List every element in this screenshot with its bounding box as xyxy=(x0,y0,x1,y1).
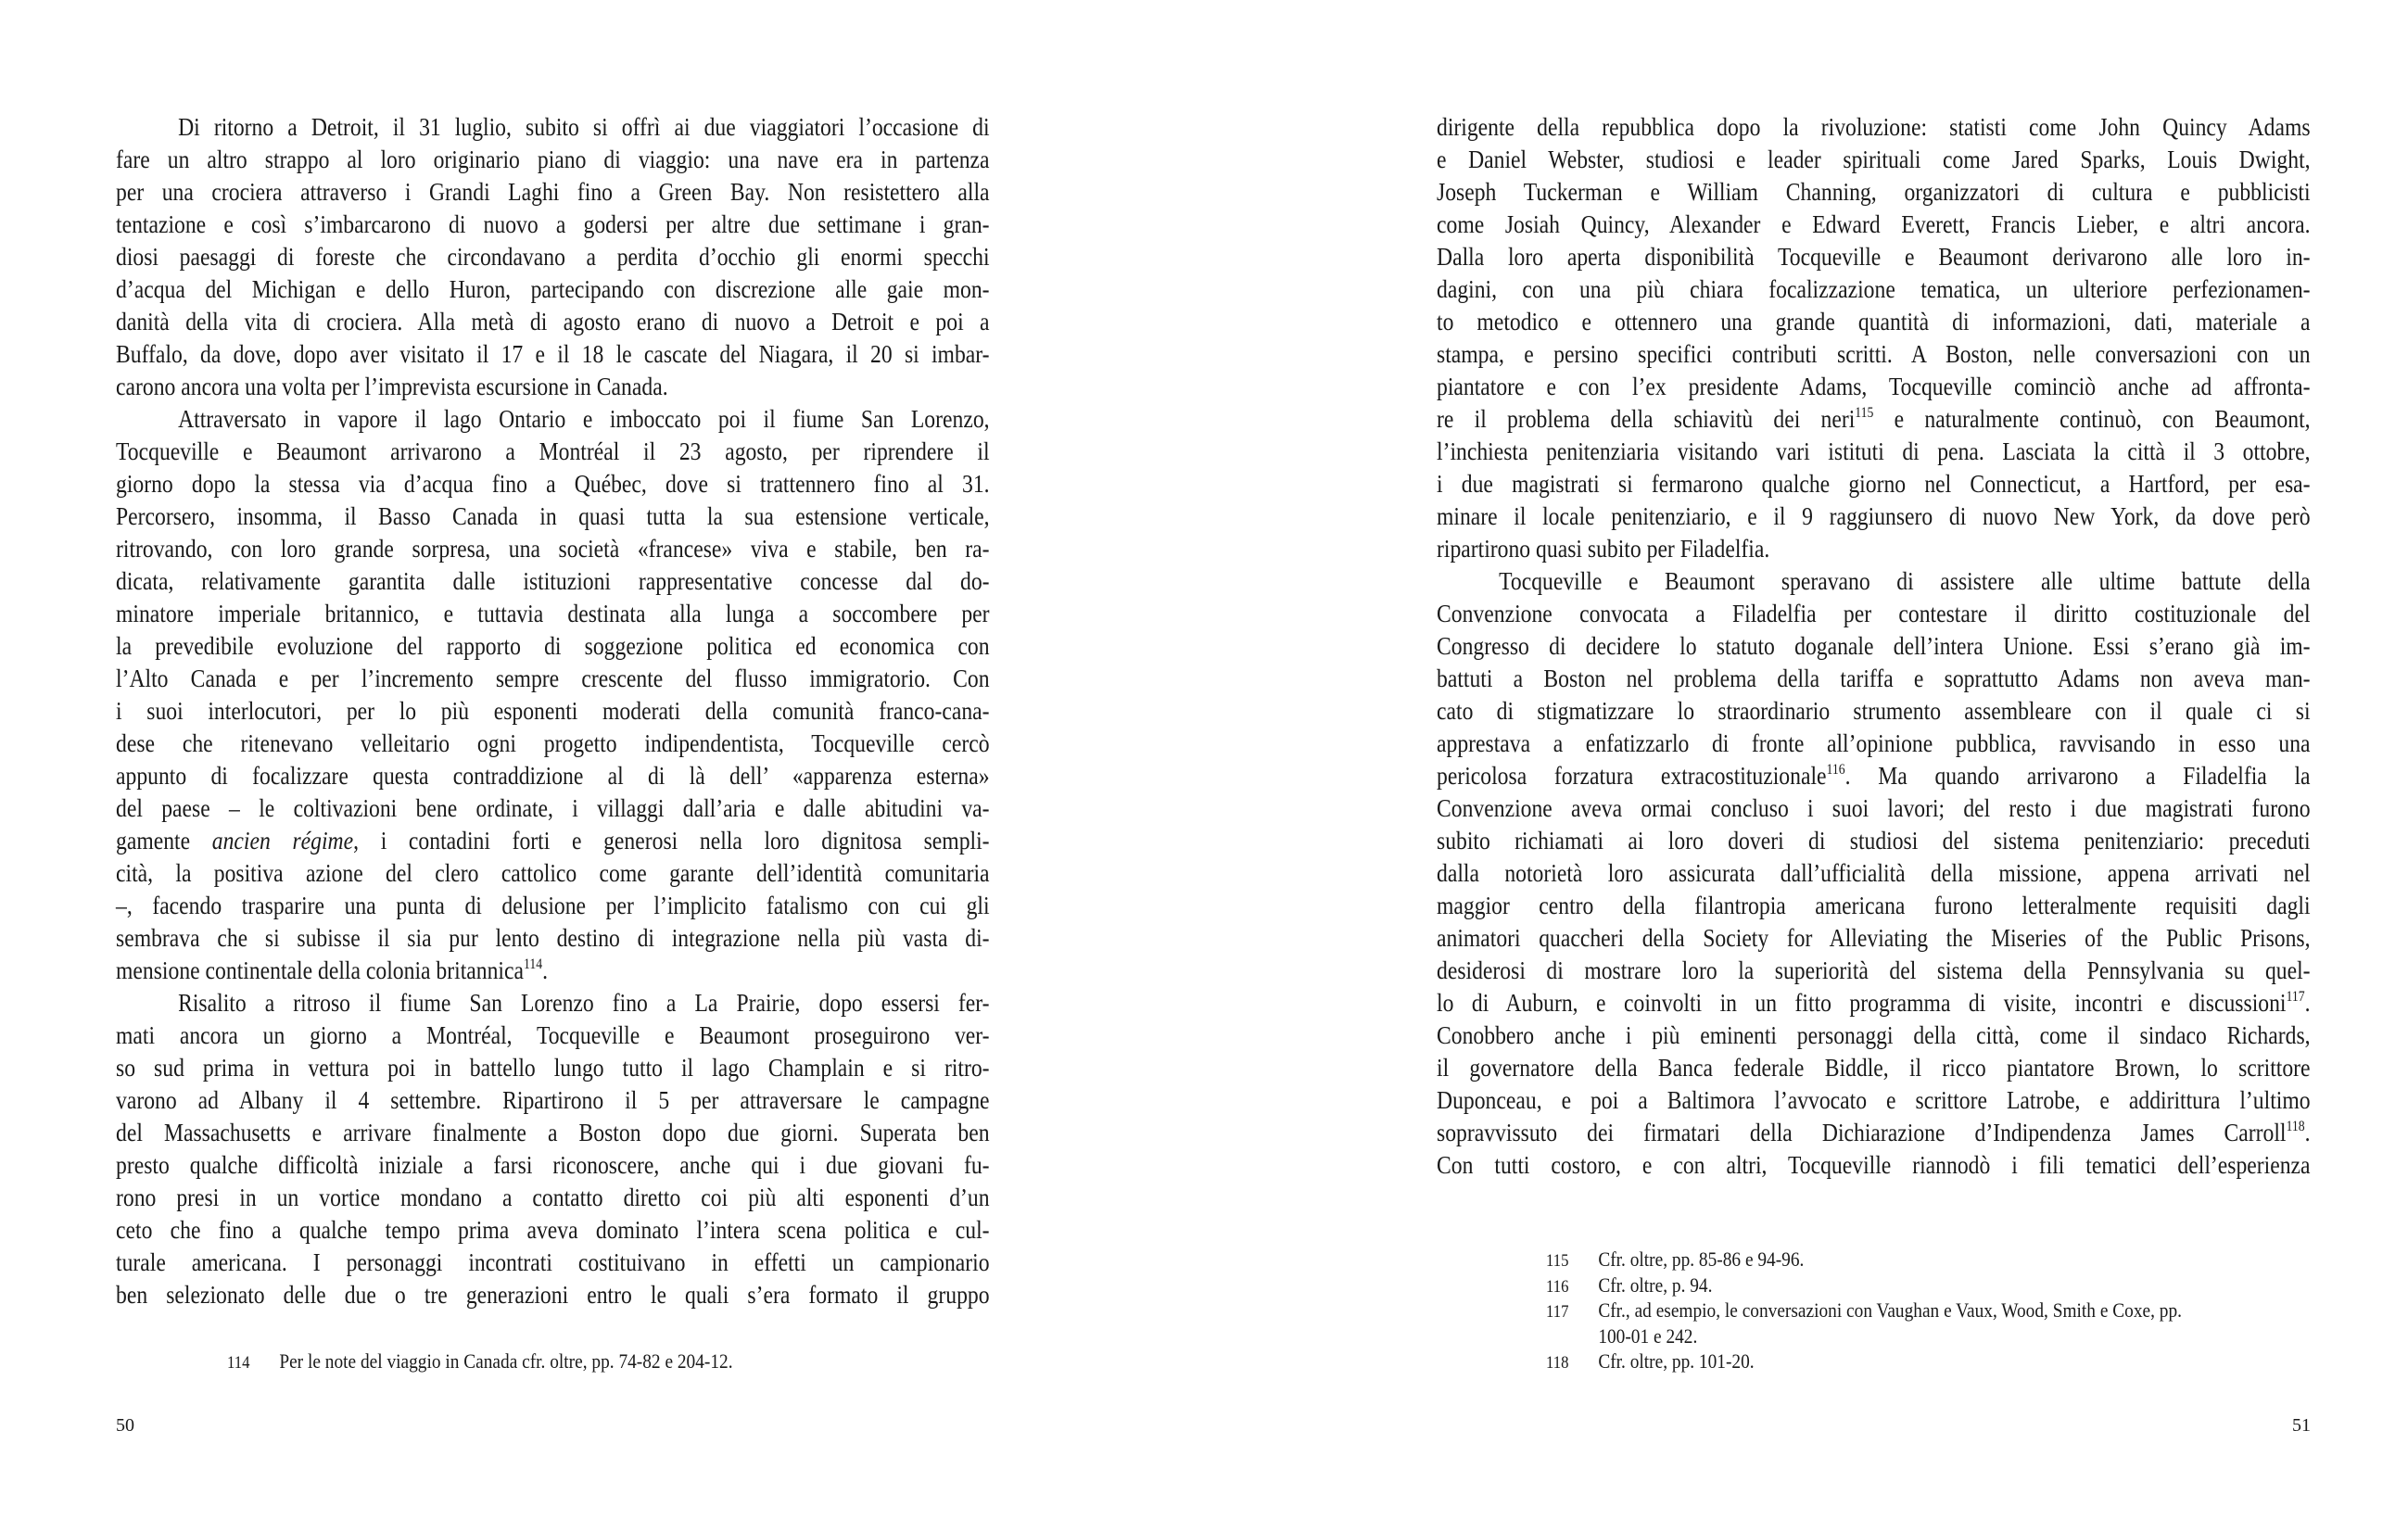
text-line-content: so sud prima in vettura poi in battello lungo tutto il lago Champlain e si ritro- xyxy=(116,1053,990,1082)
text-line-content: Percorsero, insomma, il Basso Canada in quasi tutta la sua estensione verticale, xyxy=(116,501,990,530)
text-line xyxy=(1437,500,2311,532)
text-line xyxy=(116,1051,990,1083)
italic-text: ancien régime xyxy=(211,826,354,855)
footnote-number: 114 xyxy=(227,1353,250,1373)
footnote-text: Cfr. oltre, p. 94. xyxy=(1598,1272,1713,1297)
text-line xyxy=(116,954,990,986)
text-line-content: dalla notorietà loro assicurata dall’ufficialità della missione, appena arrivati nel xyxy=(1437,858,2311,887)
text-line xyxy=(116,337,990,370)
text-line-content: del Massachusetts e arrivare finalmente a Boston dopo due giorni. Superata ben xyxy=(116,1118,990,1146)
text-line-content: Convenzione aveva ormai concluso i suoi lavori; del resto i due magistrati furono xyxy=(1437,793,2311,822)
text-line xyxy=(1437,435,2311,467)
text-line xyxy=(116,564,990,597)
text-line-content: Convenzione convocata a Filadelfia per contestare il diritto costituzionale del xyxy=(1437,599,2311,627)
text-segment: lo di Auburn, e coinvolti in un fitto programma di visite, incontri e discussioni xyxy=(1437,988,2287,1017)
text-line-content: sembrava che si subisse il sia pur lento destino di integrazione nella più vasta di- xyxy=(116,923,990,952)
text-line xyxy=(116,1083,990,1116)
text-line xyxy=(1437,629,2311,662)
text-line-content: Congresso di decidere lo statuto doganale dell’intera Unione. Essi s’erano già im- xyxy=(1437,631,2311,660)
text-line-content: Con tutti costoro, e con altri, Tocqueville riannodò i fili tematici dell’esperienza xyxy=(1437,1150,2311,1179)
right-page-body xyxy=(1437,110,2311,1181)
text-line-content: minatore imperiale britannico, e tuttavia destinata alla lunga a soccombere per xyxy=(116,599,990,627)
paragraph xyxy=(1437,564,2311,1181)
text-line-content: d’acqua del Michigan e dello Huron, partecipando con discrezione alle gaie mon- xyxy=(116,274,990,303)
text-line xyxy=(1437,1116,2311,1148)
footnote-text: Per le note del viaggio in Canada cfr. oltre, pp. 74-82 e 204-12. xyxy=(279,1349,733,1373)
paragraph xyxy=(116,986,990,1310)
text-line xyxy=(1437,856,2311,889)
text-line xyxy=(116,986,990,1019)
text-line xyxy=(1437,143,2311,175)
text-line xyxy=(1437,889,2311,921)
text-line-content xyxy=(116,824,990,856)
footnote-text: Cfr. oltre, pp. 101-20. xyxy=(1598,1349,1755,1373)
text-line-content: Dalla loro aperta disponibilità Tocqueville e Beaumont derivarono alle loro in- xyxy=(1437,242,2311,271)
text-line xyxy=(116,856,990,889)
footnote xyxy=(1546,1323,1697,1348)
text-line xyxy=(1437,305,2311,337)
page-number-left: 50 xyxy=(116,1415,134,1436)
text-line xyxy=(116,921,990,954)
text-segment: pericolosa forzatura extracostituzionale xyxy=(1437,761,1827,790)
text-line-content: piantatore e con l’ex presidente Adams, Tocqueville cominciò anche ad affronta- xyxy=(1437,372,2311,400)
footnote xyxy=(1546,1272,1712,1299)
text-line-content: ben selezionato delle due o tre generazioni entro le quali s’era formato il gruppo xyxy=(116,1280,990,1309)
text-line xyxy=(1437,337,2311,370)
text-line-content: dicata, relativamente garantita dalle istituzioni rappresentative concesse dal do- xyxy=(116,566,990,595)
text-line xyxy=(116,402,990,435)
text-line-content: tentazione e così s’imbarcarono di nuovo a godersi per altre due settimane i gran- xyxy=(116,209,990,238)
text-segment: mensione continentale della colonia britannica xyxy=(116,956,524,984)
text-line xyxy=(116,1019,990,1051)
text-line xyxy=(116,1246,990,1278)
text-line-content: Conobbero anche i più eminenti personaggi della città, come il sindaco Richards, xyxy=(1437,1020,2311,1049)
text-line-content: Tocqueville e Beaumont arrivarono a Montréal il 23 agosto, per riprendere il xyxy=(116,437,990,465)
text-line xyxy=(116,1116,990,1148)
text-segment: re il problema della schiavitù dei neri xyxy=(1437,404,1856,433)
text-line xyxy=(116,791,990,824)
text-line-content: subito richiamati ai loro doveri di studiosi del sistema penitenziario: preceduti xyxy=(1437,826,2311,855)
text-line-content: maggior centro della filantropia americana furono letteralmente requisiti dagli xyxy=(1437,891,2311,919)
text-line-content: come Josiah Quincy, Alexander e Edward Everett, Francis Lieber, e altri ancora. xyxy=(1437,209,2311,238)
left-page-body xyxy=(116,110,990,1310)
text-line xyxy=(116,272,990,305)
text-line xyxy=(116,597,990,629)
text-line xyxy=(116,143,990,175)
paragraph xyxy=(1437,110,2311,564)
text-segment: e naturalmente continuò, con Beaumont, xyxy=(1873,404,2311,433)
footnote-text: 100-01 e 242. xyxy=(1598,1323,1698,1348)
text-line xyxy=(116,1148,990,1181)
text-line-content: i due magistrati si fermarono qualche giorno nel Connecticut, a Hartford, per esa- xyxy=(1437,469,2311,498)
text-line-content: battuti a Boston nel problema della tariffa e soprattutto Adams non aveva man- xyxy=(1437,664,2311,692)
text-line-content: diosi paesaggi di foreste che circondavano a perdita d’occhio gli enormi specchi xyxy=(116,242,990,271)
footnote xyxy=(1546,1247,1804,1273)
text-segment: . Ma quando arrivarono a Filadelfia la xyxy=(1844,761,2311,790)
text-line xyxy=(1437,662,2311,694)
footnote-number: 116 xyxy=(1546,1276,1569,1297)
text-line xyxy=(1437,402,2311,435)
text-line-content: varono ad Albany il 4 settembre. Ripartirono il 5 per attraversare le campagne xyxy=(116,1085,990,1114)
text-line-content: ritrovando, con loro grande sorpresa, una società «francese» viva e stabile, ben ra- xyxy=(116,534,990,563)
footnote-reference: 118 xyxy=(2286,1119,2305,1134)
footnote-reference: 114 xyxy=(523,956,543,972)
footnote xyxy=(227,1348,733,1375)
text-line xyxy=(1437,1148,2311,1181)
footnote xyxy=(1546,1298,2182,1324)
text-line-content: to metodico e ottennero una grande quantità di informazioni, dati, materiale a xyxy=(1437,307,2311,336)
text-line-content: presto qualche difficoltà iniziale a farsi riconoscere, anche qui i due giovani fu- xyxy=(116,1150,990,1179)
text-line xyxy=(1437,759,2311,791)
text-line xyxy=(1437,467,2311,500)
text-line xyxy=(1437,1019,2311,1051)
text-line xyxy=(1437,110,2311,143)
text-line xyxy=(116,727,990,759)
text-segment: . xyxy=(542,956,549,984)
text-line xyxy=(116,467,990,500)
text-line-content: cità, la positiva azione del clero cattolico come garante dell’identità comunitaria xyxy=(116,858,990,887)
text-line-content: ripartirono quasi subito per Filadelfia. xyxy=(1437,534,1770,563)
text-line-content: dirigente della repubblica dopo la rivoluzione: statisti come John Quincy Adams xyxy=(1437,112,2311,141)
text-line-content: Di ritorno a Detroit, il 31 luglio, subito si offrì ai due viaggiatori l’occasione di xyxy=(178,112,990,141)
footnote xyxy=(1546,1348,1755,1375)
paragraph xyxy=(116,110,990,402)
text-line xyxy=(116,110,990,143)
text-segment: . xyxy=(2304,988,2311,1017)
text-line-content xyxy=(116,954,990,986)
text-line-content: Duponceau, e poi a Baltimora l’avvocato e scrittore Latrobe, e addirittura l’ultimo xyxy=(1437,1085,2311,1114)
text-line-content: apprestava a enfatizzarlo di fronte all’opinione pubblica, ravvisando in esso una xyxy=(1437,728,2311,757)
text-line xyxy=(116,759,990,791)
text-line-content: dese che ritenevano velleitario ogni progetto indipendentista, Tocqueville cercò xyxy=(116,728,990,757)
text-line xyxy=(116,305,990,337)
text-line-content: Tocqueville e Beaumont speravano di assistere alle ultime battute della xyxy=(1499,566,2311,595)
footnote-reference: 117 xyxy=(2286,989,2305,1005)
text-line-content: cato di stigmatizzare lo straordinario strumento assembleare con il quale ci si xyxy=(1437,696,2311,725)
text-line-content: fare un altro strappo al loro originario piano di viaggio: una nave era in partenza xyxy=(116,145,990,173)
text-line-content: i suoi interlocutori, per lo più esponenti moderati della comunità franco-cana- xyxy=(116,696,990,725)
text-line-content: del paese – le coltivazioni bene ordinate, i villaggi dall’aria e dalle abitudini va- xyxy=(116,793,990,822)
text-line xyxy=(1437,694,2311,727)
text-line xyxy=(1437,1051,2311,1083)
text-line-content xyxy=(1437,986,2311,1019)
text-line-content: carono ancora una volta per l’imprevista escursione in Canada. xyxy=(116,372,668,400)
text-line-content: Attraversato in vapore il lago Ontario e imboccato poi il fiume San Lorenzo, xyxy=(178,404,990,433)
text-line xyxy=(1437,921,2311,954)
footnote-number: 115 xyxy=(1546,1251,1569,1271)
footnote-reference: 115 xyxy=(1855,405,1874,421)
text-line-content: mati ancora un giorno a Montréal, Tocqueville e Beaumont proseguirono ver- xyxy=(116,1020,990,1049)
text-segment: . xyxy=(2304,1118,2311,1146)
text-segment: , i contadini forti e generosi nella loro dignitosa sempli- xyxy=(353,826,990,855)
text-line-content: desiderosi di mostrare loro la superiorità del sistema della Pennsylvania su quel- xyxy=(1437,956,2311,984)
text-line xyxy=(116,694,990,727)
footnote-text: Cfr., ad esempio, le conversazioni con Vaughan e Vaux, Wood, Smith e Coxe, pp. xyxy=(1598,1298,2183,1322)
text-line xyxy=(116,662,990,694)
text-line-content: dagini, con una più chiara focalizzazione tematica, un ulteriore perfezionamen- xyxy=(1437,274,2311,303)
text-line-content: turale americana. I personaggi incontrati costituivano in effetti un campionario xyxy=(116,1247,990,1276)
text-segment: gamente xyxy=(116,826,212,855)
text-line-content: ceto che fino a qualche tempo prima aveva dominato l’intera scena politica e cul- xyxy=(116,1215,990,1244)
text-line-content: –, facendo trasparire una punta di delusione per l’implicito fatalismo con cui gli xyxy=(116,891,990,919)
text-line-content: il governatore della Banca federale Biddle, il ricco piantatore Brown, lo scrittore xyxy=(1437,1053,2311,1082)
footnote-text: Cfr. oltre, pp. 85-86 e 94-96. xyxy=(1598,1247,1805,1271)
text-line-content: Risalito a ritroso il fiume San Lorenzo fino a La Prairie, dopo essersi fer- xyxy=(178,988,990,1017)
text-line xyxy=(1437,175,2311,208)
text-line xyxy=(116,824,990,856)
text-line xyxy=(116,1213,990,1246)
text-line-content: e Daniel Webster, studiosi e leader spirituali come Jared Sparks, Louis Dwight, xyxy=(1437,145,2311,173)
text-line-content: rono presi in un vortice mondano a contatto diretto coi più alti esponenti d’un xyxy=(116,1183,990,1211)
text-line xyxy=(116,240,990,272)
text-line-content: giorno dopo la stessa via d’acqua fino a Québec, dove si trattennero fino al 31. xyxy=(116,469,990,498)
text-line xyxy=(116,208,990,240)
text-line xyxy=(1437,791,2311,824)
text-line xyxy=(1437,597,2311,629)
text-line-content: danità della vita di crociera. Alla metà di agosto erano di nuovo a Detroit e poi a xyxy=(116,307,990,336)
text-line xyxy=(116,370,990,402)
text-line xyxy=(1437,986,2311,1019)
text-line xyxy=(1437,370,2311,402)
text-line xyxy=(116,435,990,467)
text-line xyxy=(1437,824,2311,856)
paragraph xyxy=(116,402,990,986)
text-line-content xyxy=(1437,759,2311,791)
text-line-content: l’Alto Canada e per l’incremento sempre crescente del flusso immigratorio. Con xyxy=(116,664,990,692)
text-line xyxy=(116,500,990,532)
text-line xyxy=(1437,532,2311,564)
text-line xyxy=(116,629,990,662)
text-line-content: stampa, e persino specifici contributi scritti. A Boston, nelle conversazioni con un xyxy=(1437,339,2311,368)
footnote-number: 118 xyxy=(1546,1353,1569,1373)
page-number-right: 51 xyxy=(2292,1415,2311,1436)
text-line xyxy=(1437,1083,2311,1116)
text-line xyxy=(116,1181,990,1213)
text-line xyxy=(116,532,990,564)
text-line-content: minare il locale penitenziario, e il 9 raggiunsero di nuovo New York, da dove però xyxy=(1437,501,2311,530)
text-line xyxy=(116,889,990,921)
text-line xyxy=(1437,272,2311,305)
text-line xyxy=(1437,240,2311,272)
text-line-content: Joseph Tuckerman e William Channing, organizzatori di cultura e pubblicisti xyxy=(1437,177,2311,206)
text-line xyxy=(1437,727,2311,759)
text-line xyxy=(1437,954,2311,986)
text-line xyxy=(116,1278,990,1310)
text-line-content: appunto di focalizzare questa contraddizione al di là dell’ «apparenza esterna» xyxy=(116,761,990,790)
text-line xyxy=(1437,208,2311,240)
footnote-number: 117 xyxy=(1546,1302,1569,1322)
text-segment: sopravvissuto dei firmatari della Dichiarazione d’Indipendenza James Carroll xyxy=(1437,1118,2287,1146)
text-line-content xyxy=(1437,1116,2311,1148)
text-line-content: l’inchiesta penitenziaria visitando vari istituti di pena. Lasciata la città il 3 ottobre, xyxy=(1437,437,2311,465)
text-line-content: per una crociera attraverso i Grandi Laghi fino a Green Bay. Non resistettero alla xyxy=(116,177,990,206)
text-line-content xyxy=(1437,402,2311,435)
text-line-content: Buffalo, da dove, dopo aver visitato il 17 e il 18 le cascate del Niagara, il 20 si imbar- xyxy=(116,339,990,368)
text-line-content: animatori quaccheri della Society for Alleviating the Miseries of the Public Prisons, xyxy=(1437,923,2311,952)
text-line-content: la prevedibile evoluzione del rapporto di soggezione politica ed economica con xyxy=(116,631,990,660)
footnote-reference: 116 xyxy=(1826,762,1845,778)
text-line xyxy=(116,175,990,208)
text-line xyxy=(1437,564,2311,597)
